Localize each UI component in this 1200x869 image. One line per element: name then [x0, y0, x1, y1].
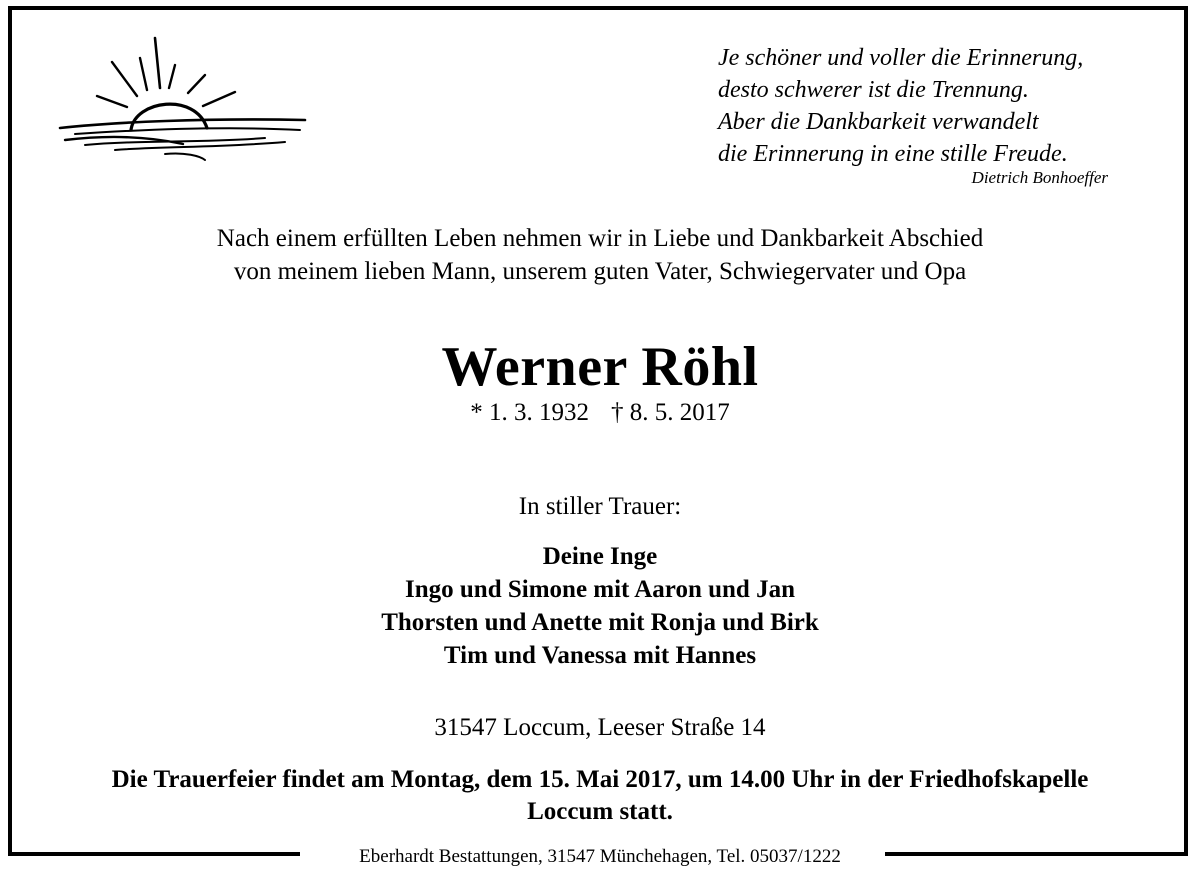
death-date: † 8. 5. 2017	[611, 399, 730, 426]
family-list	[0, 540, 1200, 672]
family-member: Ingo und Simone mit Aaron und Jan	[405, 576, 795, 603]
funeral-line: Loccum statt.	[527, 798, 673, 825]
intro-text	[0, 222, 1200, 288]
mourning-label: In stiller Trauer:	[518, 493, 682, 520]
deceased-name: Werner Röhl	[441, 336, 759, 398]
life-dates	[0, 398, 1200, 428]
family-member: Tim und Vanessa mit Hannes	[443, 642, 757, 669]
bonhoeffer-quote	[718, 42, 1168, 170]
quote-author: Dietrich Bonhoeffer	[971, 168, 1108, 187]
undertaker-footer: Eberhardt Bestattungen, 31547 Münchehagen, Tel. 05037/1222	[359, 846, 841, 867]
quote-line: Aber die Dankbarkeit verwandelt	[718, 109, 1039, 135]
quote-line: Je schöner und voller die Erinnerung,	[718, 45, 1084, 71]
funeral-notice	[0, 764, 1200, 828]
birth-date: * 1. 3. 1932	[470, 399, 589, 426]
family-member: Thorsten und Anette mit Ronja und Birk	[381, 609, 819, 636]
quote-line: desto schwerer ist die Trennung.	[718, 77, 1029, 103]
sunset-icon	[55, 30, 315, 165]
intro-line: von meinem lieben Mann, unserem guten Vater, Schwiegervater und Opa	[233, 258, 967, 285]
quote-line: die Erinnerung in eine stille Freude.	[718, 141, 1068, 167]
funeral-line: Die Trauerfeier findet am Montag, dem 15. Mai 2017, um 14.00 Uhr in der Friedhofskapelle	[111, 766, 1089, 793]
address: 31547 Loccum, Leeser Straße 14	[434, 714, 766, 741]
family-member: Deine Inge	[542, 543, 658, 570]
intro-line: Nach einem erfüllten Leben nehmen wir in Liebe und Dankbarkeit Abschied	[216, 225, 984, 252]
